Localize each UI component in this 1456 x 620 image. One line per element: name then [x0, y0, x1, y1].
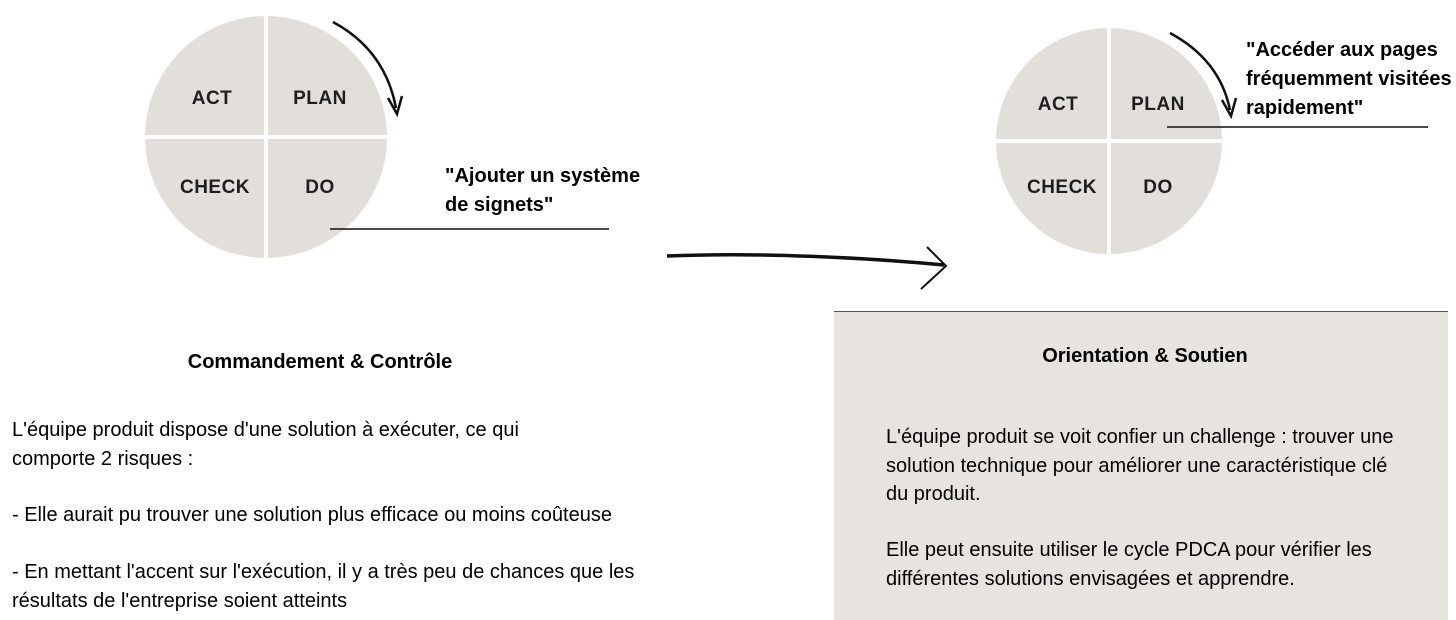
transition-arrow [667, 247, 946, 289]
right-paragraph-2-line-2: différentes solutions envisagées et apprendre. [886, 567, 1295, 590]
right-quadrant-plan: PLAN [1131, 94, 1185, 115]
left-section-title: Commandement & Contrôle [187, 351, 453, 373]
left-callout-line-1: "Ajouter un système [445, 165, 641, 187]
left-intro-line-1: L'équipe produit dispose d'une solution à exécuter, ce qui [12, 419, 519, 441]
left-risk-1: - Elle aurait pu trouver une solution plus efficace ou moins coûteuse [12, 504, 612, 526]
right-paragraph-1-line-3: du produit. [886, 483, 981, 505]
right-paragraph-1 [886, 423, 1393, 509]
left-callout-line-2: de signets" [445, 194, 554, 216]
right-paragraph-1-line-2: solution technique pour améliorer une caractéristique clé [886, 454, 1388, 477]
transition-arrowhead [921, 247, 946, 289]
right-paragraph-1-line-1: L'équipe produit se voit confier un challenge : trouver une [886, 426, 1394, 448]
left-intro-paragraph [12, 416, 519, 473]
left-intro-line-2: comporte 2 risques : [12, 447, 194, 470]
right-section-title: Orientation & Soutien [1042, 345, 1248, 367]
left-quadrant-do: DO [305, 177, 335, 198]
right-callout-line-3: rapidement" [1246, 97, 1364, 119]
right-callout-line-1: "Accéder aux pages [1246, 39, 1438, 61]
left-risk-2-line-2: résultats de l'entreprise soient atteints [12, 589, 348, 612]
right-quadrant-do: DO [1143, 177, 1173, 198]
right-callout-quote [1246, 36, 1452, 123]
left-pdca-wheel [140, 10, 609, 264]
left-quadrant-plan: PLAN [293, 88, 347, 109]
transition-arrow-shaft [667, 255, 944, 265]
left-quadrant-check: CHECK [179, 177, 251, 198]
right-paragraph-2 [886, 536, 1372, 593]
right-callout-line-2: fréquemment visitées [1246, 68, 1452, 90]
left-callout-quote [445, 162, 640, 220]
left-risk-2 [12, 558, 634, 615]
right-quadrant-check: CHECK [1026, 177, 1098, 198]
right-quadrant-act: ACT [1037, 94, 1079, 115]
left-risk-2-line-1: - En mettant l'accent sur l'exécution, il y a très peu de chances que les [12, 561, 635, 583]
right-paragraph-2-line-1: Elle peut ensuite utiliser le cycle PDCA pour vérifier les [886, 539, 1372, 561]
left-quadrant-act: ACT [191, 88, 233, 109]
